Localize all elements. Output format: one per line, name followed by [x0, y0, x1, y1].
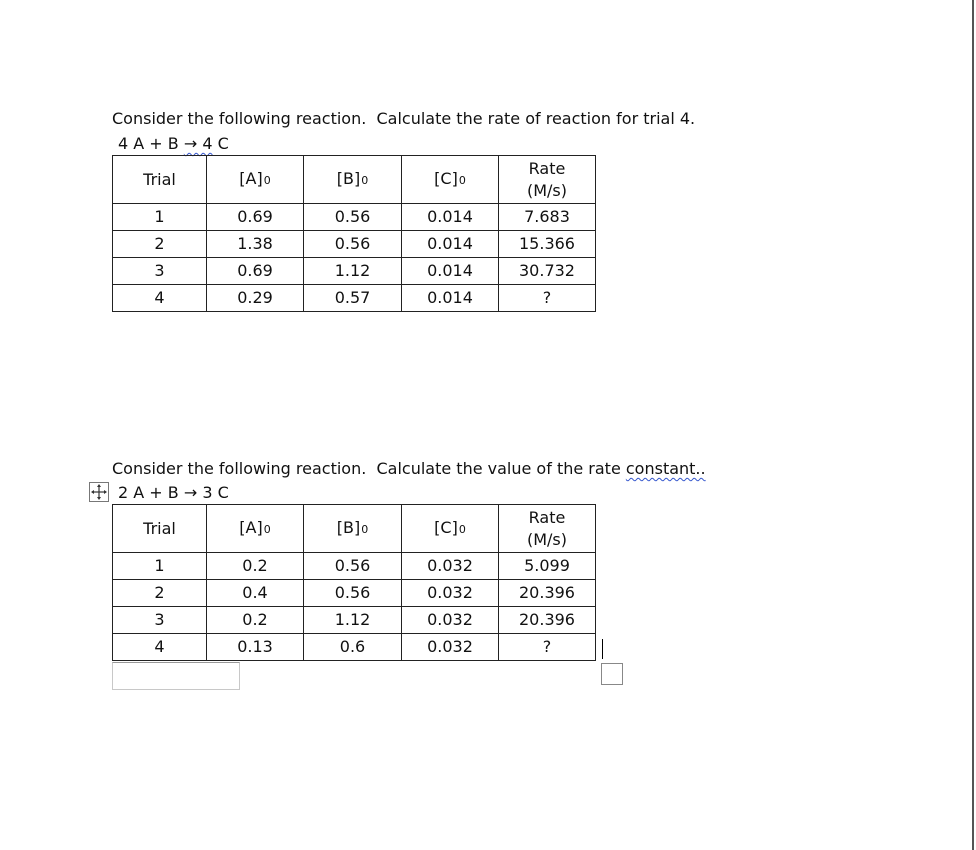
header-rate-line2: (M/s): [526, 180, 567, 200]
cell-b: 0.56: [304, 231, 402, 258]
table-move-handle[interactable]: [89, 482, 109, 502]
header-c-subscript: 0: [458, 522, 466, 536]
header-a-subscript: 0: [263, 173, 271, 187]
cell-trial: 1: [113, 553, 207, 580]
cell-b: 1.12: [304, 607, 402, 634]
header-c-label: [C]: [434, 168, 458, 188]
question-2-prompt: [112, 459, 706, 479]
cell-b: 0.56: [304, 204, 402, 231]
cell-c: 0.032: [402, 607, 499, 634]
cell-a: 0.69: [207, 258, 304, 285]
header-rate-line1: Rate: [528, 158, 566, 178]
header-a-label: [A]: [239, 168, 263, 188]
answer-input-box[interactable]: [112, 662, 240, 690]
header-b: [304, 505, 402, 553]
cell-trial: 4: [113, 634, 207, 661]
cell-rate: 30.732: [499, 258, 596, 285]
cell-b: 0.56: [304, 553, 402, 580]
cell-c: 0.014: [402, 231, 499, 258]
header-trial: Trial: [113, 156, 207, 204]
cell-b: 1.12: [304, 258, 402, 285]
header-c: [402, 505, 499, 553]
table-row: [113, 258, 596, 285]
cell-c: 0.032: [402, 553, 499, 580]
header-a: [207, 505, 304, 553]
cell-b: 0.57: [304, 285, 402, 312]
header-rate: [499, 505, 596, 553]
cell-c: 0.032: [402, 634, 499, 661]
cell-a: 0.4: [207, 580, 304, 607]
cell-trial: 3: [113, 258, 207, 285]
header-b-subscript: 0: [361, 522, 369, 536]
cell-rate-unknown: ?: [499, 285, 596, 312]
table-row: [113, 231, 596, 258]
cell-trial: 3: [113, 607, 207, 634]
header-rate: [499, 156, 596, 204]
table-resize-icon[interactable]: [601, 663, 623, 685]
cell-trial: 2: [113, 231, 207, 258]
rate-table-1: [112, 155, 596, 312]
cell-rate: 20.396: [499, 607, 596, 634]
cell-a: 0.2: [207, 607, 304, 634]
table-move-icon: [90, 483, 108, 501]
question-2-prompt-flagged: constant..: [625, 459, 706, 478]
rate-table-2: [112, 504, 596, 661]
equation-right: C: [212, 134, 229, 153]
equation-arrow-flagged: → 4: [183, 134, 213, 153]
header-c-subscript: 0: [458, 173, 466, 187]
cell-c: 0.014: [402, 258, 499, 285]
header-b-subscript: 0: [361, 173, 369, 187]
header-trial: Trial: [113, 505, 207, 553]
cell-a: 0.69: [207, 204, 304, 231]
table-header-row: [113, 156, 596, 204]
header-c: [402, 156, 499, 204]
table-row: [113, 204, 596, 231]
cell-a: 0.2: [207, 553, 304, 580]
cell-rate: 7.683: [499, 204, 596, 231]
cell-c: 0.014: [402, 285, 499, 312]
header-rate-line2: (M/s): [526, 529, 567, 549]
question-1-prompt: Consider the following reaction. Calculate the rate of reaction for trial 4.: [112, 109, 696, 128]
header-a-subscript: 0: [263, 522, 271, 536]
header-b-label: [B]: [336, 517, 361, 537]
header-b: [304, 156, 402, 204]
header-rate-line1: Rate: [528, 507, 566, 527]
cell-c: 0.014: [402, 204, 499, 231]
table-row: [113, 553, 596, 580]
header-a-label: [A]: [239, 517, 263, 537]
table-row: [113, 607, 596, 634]
question-1-equation: [118, 134, 229, 154]
cell-trial: 1: [113, 204, 207, 231]
page-edge: [972, 0, 974, 850]
text-cursor: [602, 639, 603, 659]
cell-trial: 4: [113, 285, 207, 312]
header-a: [207, 156, 304, 204]
header-c-label: [C]: [434, 517, 458, 537]
question-2-prompt-main: Consider the following reaction. Calculate the value of the rate: [112, 459, 626, 478]
question-2-equation: 2 A + B → 3 C: [118, 483, 229, 502]
cell-a: 1.38: [207, 231, 304, 258]
cell-b: 0.56: [304, 580, 402, 607]
cell-rate: 5.099: [499, 553, 596, 580]
cell-a: 0.29: [207, 285, 304, 312]
table-row: [113, 580, 596, 607]
table-row: [113, 285, 596, 312]
cell-rate-unknown: ?: [499, 634, 596, 661]
equation-left: 4 A + B: [118, 134, 184, 153]
cell-trial: 2: [113, 580, 207, 607]
cell-b: 0.6: [304, 634, 402, 661]
cell-c: 0.032: [402, 580, 499, 607]
cell-rate: 20.396: [499, 580, 596, 607]
table-row: [113, 634, 596, 661]
header-b-label: [B]: [336, 168, 361, 188]
cell-rate: 15.366: [499, 231, 596, 258]
cell-a: 0.13: [207, 634, 304, 661]
table-header-row: [113, 505, 596, 553]
